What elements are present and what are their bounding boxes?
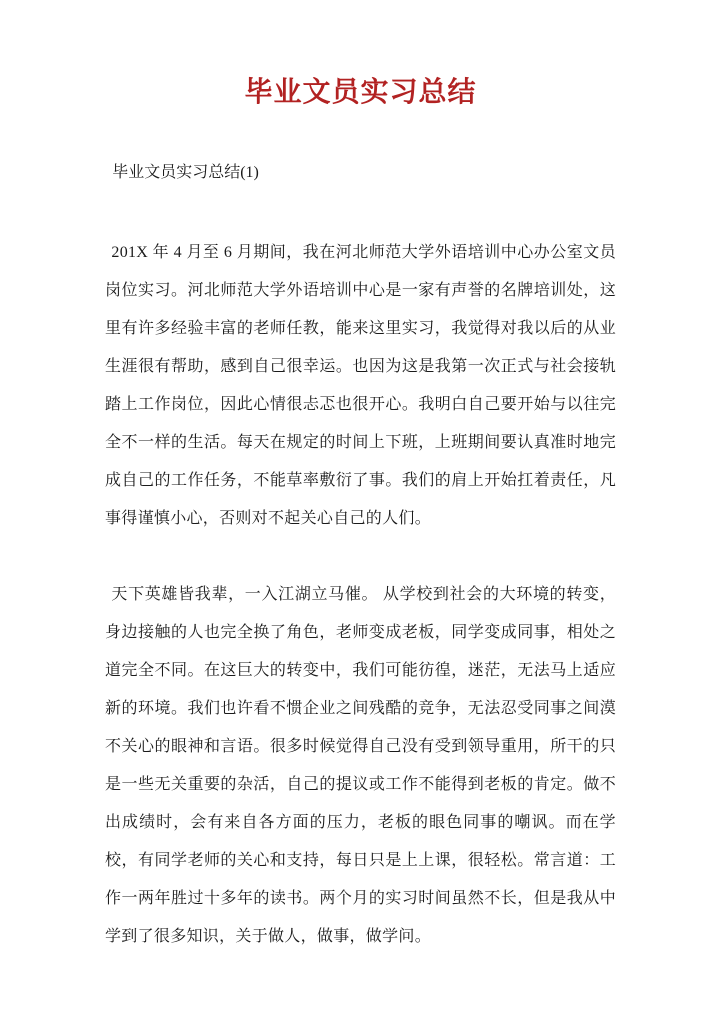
document-body (105, 234, 616, 956)
paragraph-1: 201X 年 4 月至 6 月期间，我在河北师范大学外语培训中心办公室文员岗位实习。河北师范大学外语培训中心是一家有声誉的名牌培训处，这里有许多经验丰富的老师任教，能来这里实习，我觉得对我以后的从业生涯很有帮助，感到自己很幸运。也因为这是我第一次正式与社会接轨踏上工作岗位，因此心情很忐忑也很开心。我明白自己要开始与以往完全不一样的生活。每天在规定的时间上下班，上班期间要认真准时地完成自己的工作任务，不能草率敷衍了事。我们的肩上开始扛着责任，凡事得谨慎小心，否则对不起关心自己的人们。 (105, 244, 616, 527)
paragraph-2: 天下英雄皆我辈，一入江湖立马催。 从学校到社会的大环境的转变，身边接触的人也完全换了角色，老师变成老板，同学变成同事，相处之道完全不同。在这巨大的转变中，我们可能彷徨，迷茫，无法马上适应新的环境。我们也许看不惯企业之间残酷的竞争，无法忍受同事之间漠不关心的眼神和言语。很多时候觉得自己没有受到领导重用，所干的只是一些无关重要的杂活，自己的提议或工作不能得到老板的肯定。做不出成绩时，会有来自各方面的压力，老板的眼色同事的嘲讽。而在学校，有同学老师的关心和支持，每日只是上上课，很轻松。常言道：工作一两年胜过十多年的读书。两个月的实习时间虽然不长，但是我从中学到了很多知识，关于做人，做事，做学问。 (105, 586, 616, 945)
document-subtitle: 毕业文员实习总结(1) (112, 164, 259, 181)
document-title: 毕业文员实习总结 (244, 77, 477, 108)
document-page (105, 0, 616, 956)
